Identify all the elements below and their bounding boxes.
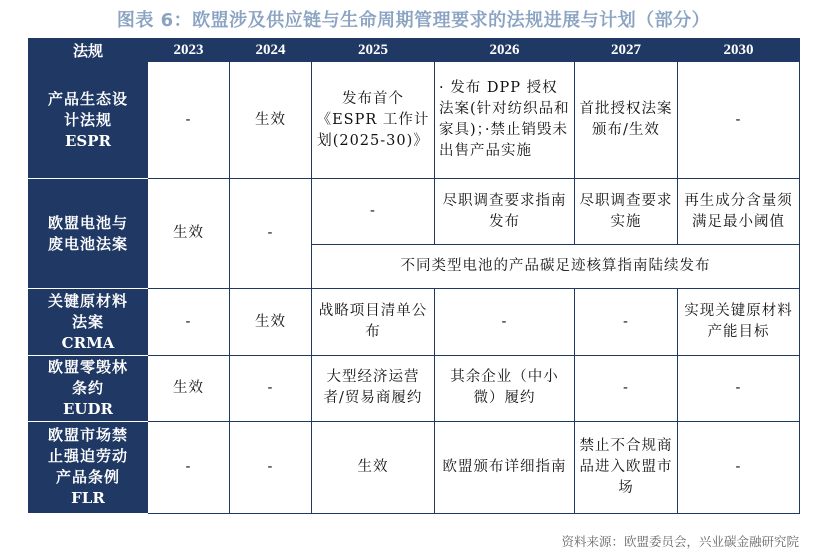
cell-battery-2023: 生效 [148, 179, 230, 289]
cell-espr-2030: - [678, 62, 800, 179]
row-head-eudr: 欧盟零毁林 条约 EUDR [29, 355, 148, 421]
table-row-crma [29, 289, 800, 355]
cell-espr-2027: 首批授权法案颁布/生效 [575, 62, 678, 179]
table-row-flr [29, 421, 800, 513]
cell-crma-2023: - [148, 289, 230, 355]
cell-eudr-2026: 其余企业（中小微）履约 [435, 355, 575, 421]
figure-title: 图表 6：欧盟涉及供应链与生命周期管理要求的法规进展与计划（部分） [116, 10, 711, 31]
cell-espr-2026: · 发布 DPP 授权法案(针对纺织品和家具)；·禁止销毁未出售产品实施 [435, 62, 575, 179]
cell-crma-2027: - [575, 289, 678, 355]
header-row [29, 39, 800, 62]
row-head-battery: 欧盟电池与 废电池法案 [29, 179, 148, 289]
header-2025: 2025 [312, 39, 435, 62]
row-head-crma: 关键原材料 法案 CRMA [29, 289, 148, 355]
header-2026: 2026 [435, 39, 575, 62]
row-head-flr: 欧盟市场禁 止强迫劳动 产品条例 FLR [29, 421, 148, 513]
cell-eudr-2023: 生效 [148, 355, 230, 421]
cell-flr-2024: - [230, 421, 312, 513]
cell-eudr-2030: - [678, 355, 800, 421]
cell-flr-2027: 禁止不合规商品进入欧盟市场 [575, 421, 678, 513]
cell-crma-2026: - [435, 289, 575, 355]
cell-flr-2025: 生效 [312, 421, 435, 513]
cell-crma-2025: 战略项目清单公布 [312, 289, 435, 355]
cell-battery-span-note: 不同类型电池的产品碳足迹核算指南陆续发布 [312, 245, 800, 289]
header-2023: 2023 [148, 39, 230, 62]
cell-espr-2024: 生效 [230, 62, 312, 179]
header-regulation: 法规 [29, 39, 148, 62]
cell-eudr-2025: 大型经济运营者/贸易商履约 [312, 355, 435, 421]
cell-espr-2023: - [148, 62, 230, 179]
header-2024: 2024 [230, 39, 312, 62]
row-head-espr: 产品生态设 计法规 ESPR [29, 62, 148, 179]
cell-crma-2030: 实现关键原材料产能目标 [678, 289, 800, 355]
cell-flr-2023: - [148, 421, 230, 513]
cell-eudr-2027: - [575, 355, 678, 421]
table-row-espr [29, 62, 800, 179]
cell-battery-2030: 再生成分含量须满足最小阈值 [678, 179, 800, 245]
regulation-table [28, 38, 800, 514]
cell-eudr-2024: - [230, 355, 312, 421]
header-2027: 2027 [575, 39, 678, 62]
cell-battery-2026: 尽职调查要求指南发布 [435, 179, 575, 245]
cell-espr-2025: 发布首个《ESPR 工作计划(2025-30)》 [312, 62, 435, 179]
table-row-eudr [29, 355, 800, 421]
header-2030: 2030 [678, 39, 800, 62]
cell-battery-2025: - [312, 179, 435, 245]
cell-flr-2026: 欧盟颁布详细指南 [435, 421, 575, 513]
cell-flr-2030: - [678, 421, 800, 513]
cell-battery-2024: - [230, 179, 312, 289]
table-row-battery [29, 179, 800, 245]
source-note: 资料来源：欧盟委员会，兴业碳金融研究院 [561, 534, 799, 549]
cell-crma-2024: 生效 [230, 289, 312, 355]
cell-battery-2027: 尽职调查要求实施 [575, 179, 678, 245]
